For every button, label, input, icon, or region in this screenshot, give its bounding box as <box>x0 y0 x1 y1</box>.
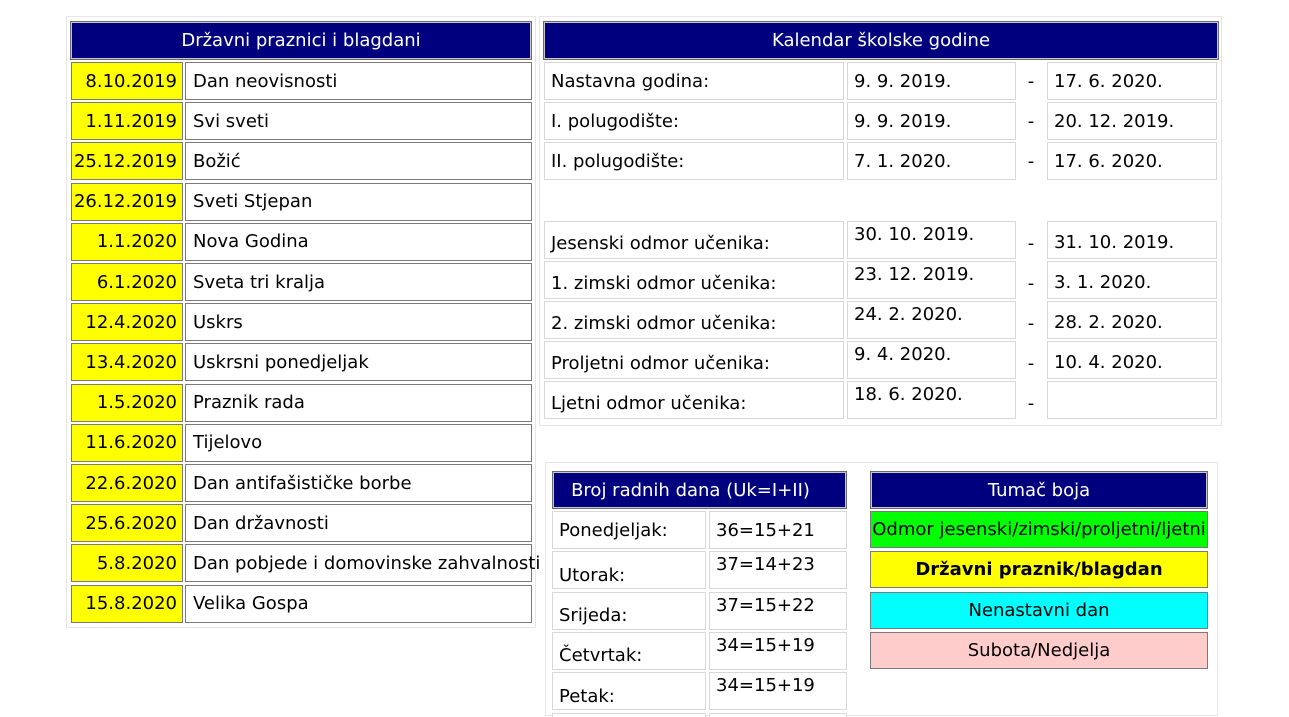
calendar-from: 23. 12. 2019. <box>847 261 1016 299</box>
calendar-dash: - <box>1027 150 1035 172</box>
calendar-label: Nastavna godina: <box>544 62 844 100</box>
holiday-name: Tijelovo <box>185 424 532 462</box>
workdays-title: Broj radnih dana (Uk=I+II) <box>552 471 847 509</box>
calendar-dash: - <box>1027 70 1035 92</box>
calendar-label: Proljetni odmor učenika: <box>544 341 844 379</box>
workday-name: Petak: <box>552 672 706 710</box>
legend-item: Državni praznik/blagdan <box>870 551 1208 588</box>
holiday-name: Dan pobjede i domovinske zahvalnosti <box>185 544 532 582</box>
workday-name: Srijeda: <box>552 592 706 630</box>
calendar-dash: - <box>1027 312 1035 334</box>
holiday-name: Praznik rada <box>185 384 532 422</box>
holiday-date: 22.6.2020 <box>71 464 183 502</box>
holiday-name: Velika Gospa <box>185 585 532 623</box>
holiday-date: 1.5.2020 <box>71 384 183 422</box>
holiday-date: 26.12.2019 <box>71 183 183 221</box>
workday-count: 34=15+19 <box>709 632 847 670</box>
calendar-from: 7. 1. 2020. <box>847 142 1016 180</box>
calendar-to: 31. 10. 2019. <box>1047 221 1217 259</box>
workday-count: 37=15+22 <box>709 592 847 630</box>
holiday-date: 5.8.2020 <box>71 544 183 582</box>
calendar-label: Jesenski odmor učenika: <box>544 221 844 259</box>
holiday-name: Uskrsni ponedjeljak <box>185 343 532 381</box>
calendar-to <box>1047 381 1217 419</box>
legend-item: Odmor jesenski/zimski/proljetni/ljetni <box>870 511 1208 548</box>
calendar-dash: - <box>1027 352 1035 374</box>
calendar-dash: - <box>1027 272 1035 294</box>
legend-title: Tumač boja <box>870 471 1208 509</box>
holiday-name: Dan državnosti <box>185 504 532 542</box>
calendar-from: 9. 9. 2019. <box>847 102 1016 140</box>
holiday-name: Dan neovisnosti <box>185 62 532 100</box>
workday-count: 34=15+19 <box>709 672 847 710</box>
calendar-from: 9. 4. 2020. <box>847 341 1016 379</box>
holiday-date: 8.10.2019 <box>71 62 183 100</box>
calendar-to: 28. 2. 2020. <box>1047 301 1217 339</box>
holiday-date: 25.12.2019 <box>71 142 183 180</box>
calendar-dash: - <box>1027 232 1035 254</box>
holiday-name: Dan antifašističke borbe <box>185 464 532 502</box>
holiday-name: Svi sveti <box>185 102 532 140</box>
calendar-dash: - <box>1027 392 1035 414</box>
holiday-date: 12.4.2020 <box>71 303 183 341</box>
holiday-date: 1.1.2020 <box>71 223 183 261</box>
holiday-date: 1.11.2019 <box>71 102 183 140</box>
holidays-title: Državni praznici i blagdani <box>70 21 532 60</box>
holiday-date: 13.4.2020 <box>71 343 183 381</box>
legend-item: Nenastavni dan <box>870 592 1208 629</box>
calendar-from: 18. 6. 2020. <box>847 381 1016 419</box>
workday-name: Utorak: <box>552 551 706 589</box>
holiday-name: Nova Godina <box>185 223 532 261</box>
workday-name: Četvrtak: <box>552 632 706 670</box>
holiday-name: Uskrs <box>185 303 532 341</box>
calendar-to: 3. 1. 2020. <box>1047 261 1217 299</box>
holiday-name: Sveta tri kralja <box>185 263 532 301</box>
calendar-dash: - <box>1027 110 1035 132</box>
calendar-label: Ljetni odmor učenika: <box>544 381 844 419</box>
calendar-to: 17. 6. 2020. <box>1047 142 1217 180</box>
holiday-date: 25.6.2020 <box>71 504 183 542</box>
calendar-to: 20. 12. 2019. <box>1047 102 1217 140</box>
calendar-to: 17. 6. 2020. <box>1047 62 1217 100</box>
calendar-to: 10. 4. 2020. <box>1047 341 1217 379</box>
workday-name: Ponedjeljak: <box>552 511 706 549</box>
calendar-label: 2. zimski odmor učenika: <box>544 301 844 339</box>
calendar-from: 9. 9. 2019. <box>847 62 1016 100</box>
calendar-label: II. polugodište: <box>544 142 844 180</box>
workday-count: 36=15+21 <box>709 511 847 549</box>
legend-item: Subota/Nedjelja <box>870 632 1208 669</box>
holiday-date: 6.1.2020 <box>71 263 183 301</box>
calendar-label: I. polugodište: <box>544 102 844 140</box>
calendar-from: 30. 10. 2019. <box>847 221 1016 259</box>
holiday-name: Sveti Stjepan <box>185 183 532 221</box>
calendar-title: Kalendar školske godine <box>543 21 1219 60</box>
calendar-from: 24. 2. 2020. <box>847 301 1016 339</box>
calendar-label: 1. zimski odmor učenika: <box>544 261 844 299</box>
holiday-date: 11.6.2020 <box>71 424 183 462</box>
holiday-name: Božić <box>185 142 532 180</box>
holiday-date: 15.8.2020 <box>71 585 183 623</box>
workday-count: 37=14+23 <box>709 551 847 589</box>
